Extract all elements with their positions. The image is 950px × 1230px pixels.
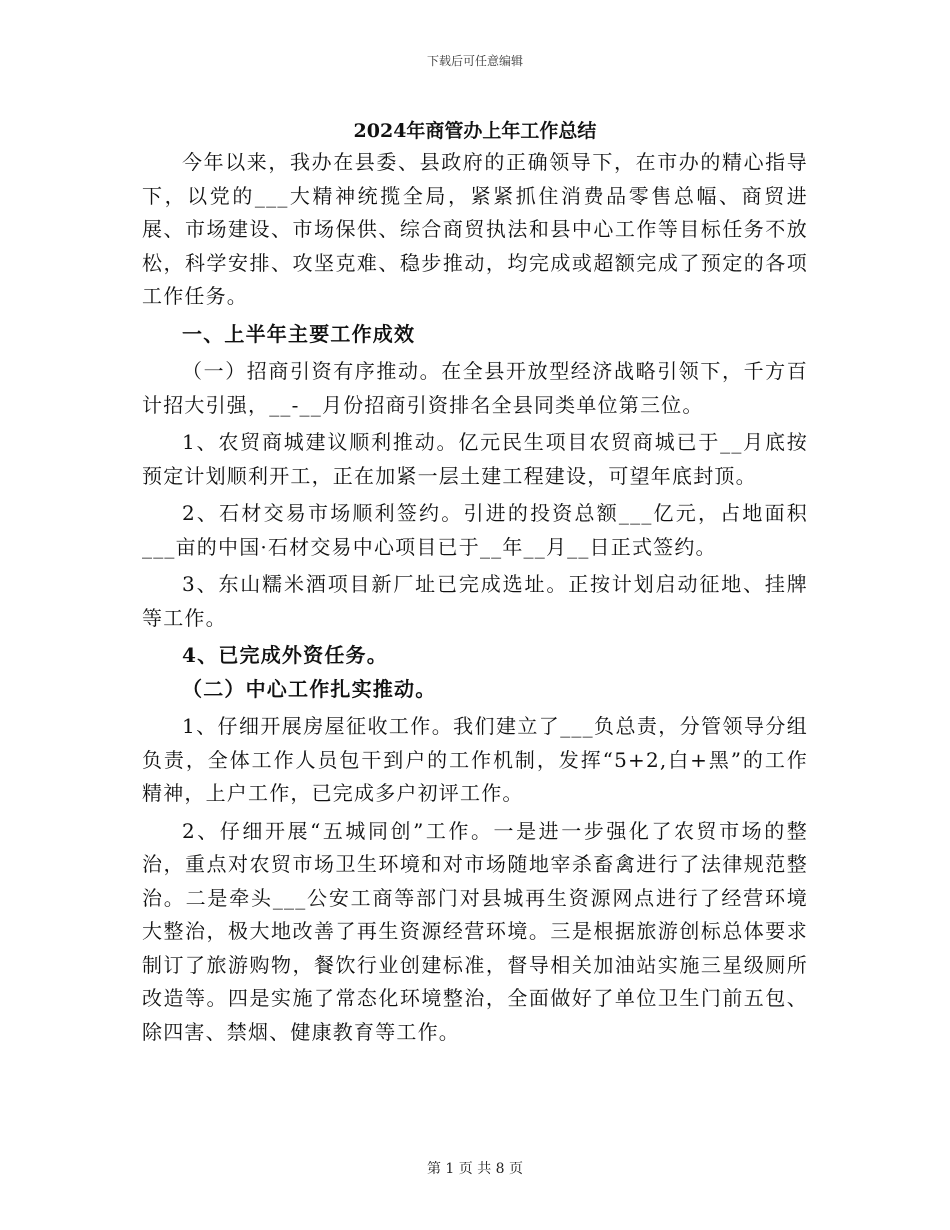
subsection-2-heading: （二）中心工作扎实推动。: [182, 676, 437, 701]
intro-paragraph: 今年以来，我办在县委、县政府的正确领导下，在市办的精心指导下，以党的___大精神统揽全局，紧紧抓住消费品零售总幅、商贸进展、市场建设、市场保供、综合商贸执法和县中心工作等目标任务不放松，科学安排、攻坚克难、稳步推动，均完成或超额完成了预定的各项工作任务。: [142, 150, 808, 308]
item-4-heading: 4、已完成外资任务。: [182, 643, 388, 667]
page-header-note: 下载后可任意编辑: [426, 54, 523, 68]
document-title: 2024年商管办上年工作总结: [353, 120, 597, 142]
section-heading-1: 一、上半年主要工作成效: [182, 321, 416, 346]
document-body: [142, 146, 808, 1049]
item-3-paragraph: 3、东山糯米酒项目新厂址已完成选址。正按计划启动征地、挂牌等工作。: [142, 572, 808, 630]
subsection-1-paragraph: （一）招商引资有序推动。在全县开放型经济战略引领下，千方百计招大引强，__-__月份招商引资排名全县同类单位第三位。: [142, 359, 808, 417]
center-work-item-2: 2、仔细开展“五城同创”工作。一是进一步强化了农贸市场的整治，重点对农贸市场卫生环境和对市场随地宰杀畜禽进行了法律规范整治。二是牵头___公安工商等部门对县城再生资源网点进行了经营环境大整治，极大地改善了再生资源经营环境。三是根据旅游创标总体要求制订了旅游购物，餐饮行业创建标准，督导相关加油站实施三星级厕所改造等。四是实施了常态化环境整治，全面做好了单位卫生门前五包、除四害、禁烟、健康教育等工作。: [142, 818, 808, 1044]
item-1-paragraph: 1、农贸商城建议顺利推动。亿元民生项目农贸商城已于__月底按预定计划顺利开工，正在加紧一层土建工程建设，可望年底封顶。: [142, 430, 808, 488]
item-2-paragraph: 2、石材交易市场顺利签约。引进的投资总额___亿元，占地面积___亩的中国·石材交易中心项目已于__年__月__日正式签约。: [142, 501, 808, 559]
page-footer-number: 第 1 页 共 8 页: [426, 1161, 524, 1177]
center-work-item-1: 1、仔细开展房屋征收工作。我们建立了___负总责，分管领导分组负责，全体工作人员包干到户的工作机制，发挥“5+2,白+黑”的工作精神，上户工作，已完成多户初评工作。: [142, 714, 808, 805]
